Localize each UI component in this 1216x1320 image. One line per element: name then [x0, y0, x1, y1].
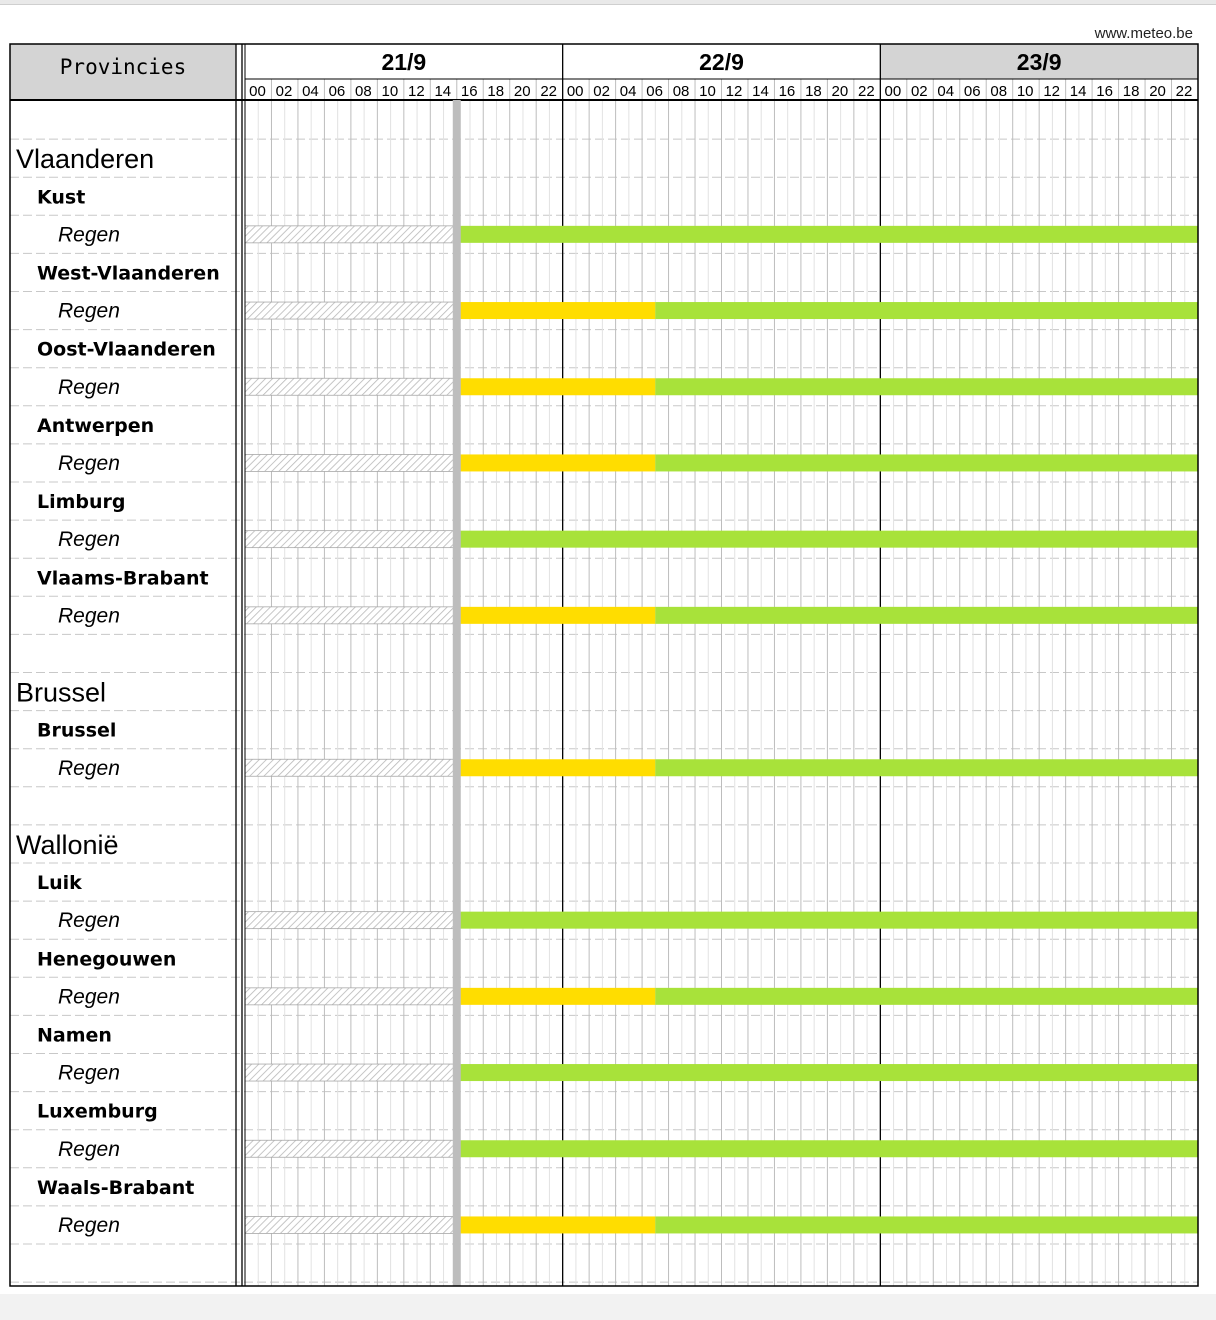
hour-tick-label: 04	[619, 83, 637, 100]
province-label: Brussel	[37, 719, 117, 742]
past-period-bar	[245, 531, 457, 548]
green-warning-bar	[457, 1140, 1198, 1157]
hour-tick-label: 00	[249, 83, 266, 100]
credit-text[interactable]: www.meteo.be	[1094, 25, 1193, 42]
hour-tick-label: 14	[752, 83, 769, 100]
hour-tick-label: 14	[1069, 83, 1087, 100]
region-label: Brussel	[16, 677, 107, 708]
past-period-bar	[245, 988, 457, 1005]
region-label: Wallonië	[16, 829, 119, 860]
green-warning-bar	[457, 1064, 1198, 1081]
yellow-warning-bar	[457, 988, 656, 1005]
hour-tick-label: 20	[831, 83, 849, 100]
past-period-bar	[245, 226, 457, 243]
green-warning-bar	[655, 454, 1198, 471]
green-warning-bar	[457, 226, 1198, 243]
yellow-warning-bar	[457, 1216, 656, 1233]
parameter-label: Regen	[58, 375, 120, 399]
parameter-label: Regen	[58, 451, 120, 475]
hour-tick-label: 06	[963, 83, 981, 100]
hour-tick-label: 10	[381, 83, 399, 100]
green-warning-bar	[655, 302, 1198, 319]
hour-tick-label: 06	[646, 83, 663, 100]
hour-tick-label: 12	[407, 83, 425, 100]
province-label: Oost-Vlaanderen	[37, 338, 216, 361]
hour-tick-label: 22	[540, 83, 558, 100]
province-label: Waals-Brabant	[37, 1176, 195, 1199]
parameter-label: Regen	[58, 1137, 120, 1161]
hour-tick-label: 12	[1043, 83, 1061, 100]
parameter-label: Regen	[58, 985, 120, 1009]
hour-tick-label: 18	[487, 83, 505, 100]
past-period-bar	[245, 302, 457, 319]
past-period-bar	[245, 1140, 457, 1157]
parameter-label: Regen	[58, 1061, 120, 1085]
hour-tick-label: 16	[1096, 83, 1113, 100]
yellow-warning-bar	[457, 607, 656, 624]
hour-tick-label: 08	[355, 83, 372, 100]
green-warning-bar	[655, 378, 1198, 395]
hour-tick-label: 12	[725, 83, 743, 100]
parameter-label: Regen	[58, 223, 120, 247]
past-period-bar	[245, 378, 457, 395]
province-label: West-Vlaanderen	[37, 262, 220, 285]
yellow-warning-bar	[457, 378, 656, 395]
hour-tick-label: 22	[858, 83, 875, 100]
hour-tick-label: 00	[566, 83, 584, 100]
hour-tick-label: 02	[910, 83, 928, 100]
past-period-bar	[245, 1064, 457, 1081]
past-period-bar	[245, 759, 457, 776]
green-warning-bar	[655, 1216, 1198, 1233]
yellow-warning-bar	[457, 759, 656, 776]
past-period-bar	[245, 912, 457, 929]
header-provincies-label: Provincies	[59, 55, 187, 79]
day-label: 22/9	[699, 49, 744, 75]
province-label: Namen	[37, 1024, 112, 1047]
hour-tick-label: 08	[672, 83, 690, 100]
green-warning-bar	[655, 759, 1198, 776]
hour-tick-label: 04	[302, 83, 319, 100]
hour-tick-label: 20	[513, 83, 531, 100]
province-label: Henegouwen	[37, 948, 177, 971]
hour-tick-label: 22	[1175, 83, 1193, 100]
hour-tick-label: 20	[1149, 83, 1166, 100]
province-label: Antwerpen	[37, 414, 155, 437]
now-marker-line	[453, 100, 461, 1286]
hour-tick-label: 18	[1122, 83, 1140, 100]
parameter-label: Regen	[58, 756, 120, 780]
past-period-bar	[245, 607, 457, 624]
bottom-strip	[0, 1294, 1216, 1320]
hour-tick-label: 10	[1016, 83, 1034, 100]
province-label: Vlaams-Brabant	[37, 567, 209, 590]
yellow-warning-bar	[457, 302, 656, 319]
hour-tick-label: 10	[699, 83, 716, 100]
hour-tick-label: 04	[937, 83, 955, 100]
hour-tick-label: 02	[275, 83, 293, 100]
hour-tick-label: 02	[593, 83, 610, 100]
parameter-label: Regen	[58, 528, 120, 552]
green-warning-bar	[457, 531, 1198, 548]
hour-tick-label: 00	[884, 83, 902, 100]
parameter-label: Regen	[58, 1213, 120, 1237]
hour-tick-label: 18	[805, 83, 822, 100]
province-label: Luik	[37, 872, 82, 895]
day-label: 23/9	[1016, 49, 1062, 75]
hour-tick-label: 16	[778, 83, 796, 100]
province-label: Limburg	[37, 491, 126, 514]
hour-tick-label: 16	[460, 83, 478, 100]
day-label: 21/9	[381, 49, 427, 75]
past-period-bar	[245, 1216, 457, 1233]
hour-tick-label: 06	[328, 83, 346, 100]
yellow-warning-bar	[457, 454, 656, 471]
past-period-bar	[245, 454, 457, 471]
parameter-label: Regen	[58, 604, 120, 628]
green-warning-bar	[457, 912, 1198, 929]
parameter-label: Regen	[58, 299, 120, 323]
green-warning-bar	[655, 988, 1198, 1005]
province-label: Luxemburg	[37, 1100, 158, 1123]
hour-tick-label: 14	[434, 83, 452, 100]
region-label: Vlaanderen	[16, 144, 155, 175]
green-warning-bar	[655, 607, 1198, 624]
province-label: Kust	[37, 186, 86, 209]
parameter-label: Regen	[58, 909, 120, 933]
hour-tick-label: 08	[990, 83, 1008, 100]
